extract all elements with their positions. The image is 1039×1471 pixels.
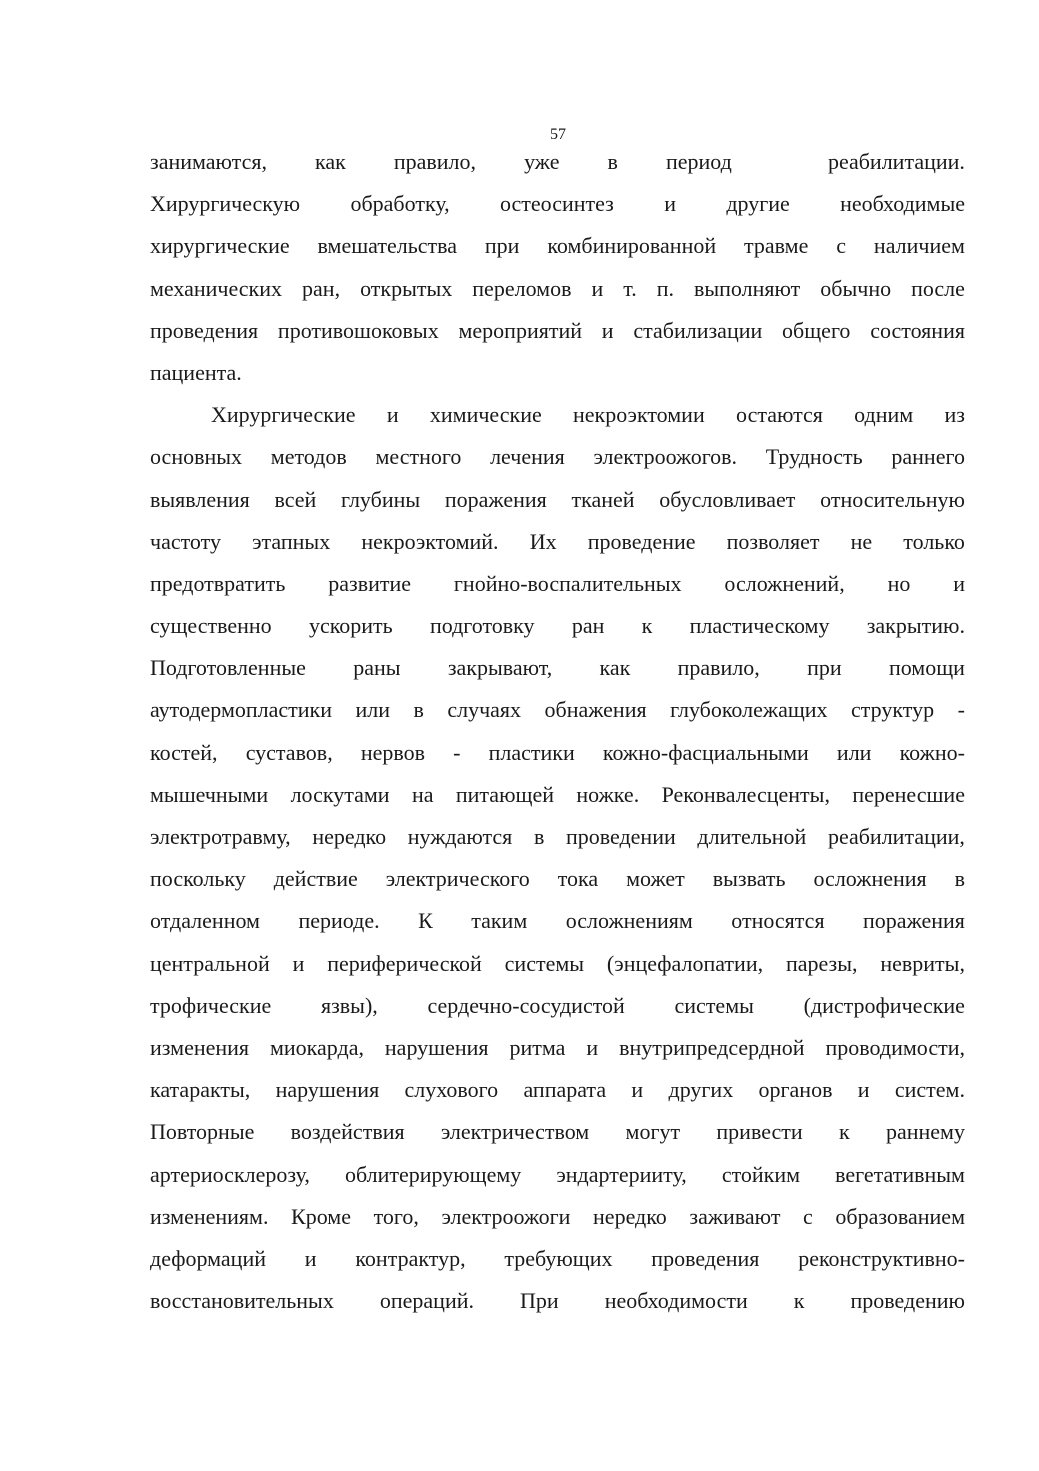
word: предотвратить [150,570,286,596]
word: язвы), [320,992,378,1018]
word: травме [744,233,809,259]
page-number: 57 [550,126,566,143]
word: отдаленном [150,908,260,934]
word: к [838,1119,850,1145]
word: электричеством [440,1119,590,1145]
word: ран, [302,275,341,301]
word: нуждаются [407,824,513,849]
word: поражения [444,486,547,512]
word: основных [150,444,243,470]
word: (энцефалопатии, [606,950,764,976]
text-line [150,479,965,521]
text-line [150,1238,965,1280]
word: изменениям. [150,1203,269,1229]
word: и [292,950,305,976]
text-line [150,225,965,267]
word: химические [429,402,542,428]
word: одним [854,402,914,428]
word: вызвать [712,866,786,892]
word: Трудность [765,444,863,470]
text-line [150,436,965,478]
word: вегетативным [835,1161,965,1187]
word: органов [758,1077,833,1103]
text-line [150,521,965,563]
word: к [793,1288,805,1314]
document-body [150,141,965,1322]
word: при [484,233,520,259]
word: восстановительных [150,1288,334,1314]
word: раннему [885,1119,965,1145]
word: других [668,1077,734,1103]
text-line [150,647,965,689]
text-line [150,900,965,942]
word: вмешательства [317,233,458,259]
word: случаях [447,697,522,723]
word: лечения [490,444,565,470]
word: с [803,1203,813,1229]
word: Реконвалесценты, [661,781,830,807]
word: проведения [150,317,259,343]
word: обнажения [544,697,647,723]
word: эндартерииту, [556,1161,687,1187]
word: пластическому [689,613,830,639]
word: в [954,866,965,892]
word: период [665,149,732,174]
text-line [150,732,965,774]
text-line [150,183,965,225]
word: помощи [888,655,965,681]
text-line [150,268,965,310]
word: относятся [731,908,825,934]
word: и [586,1034,599,1060]
word: наличием [873,233,965,259]
word: структур [851,697,935,723]
word: требующих [504,1245,613,1271]
word: другие [726,191,790,217]
word: проведение [587,528,696,554]
word: электроожоги [441,1203,571,1229]
word: закрывают, [447,655,553,681]
word: существенно [150,613,272,639]
word: центральной [150,950,270,976]
word: того, [373,1203,419,1229]
word: электротравму, [150,824,291,849]
word: общего [782,317,851,343]
word: только [903,528,965,554]
word: изменения [150,1034,250,1060]
word: пластики [488,739,575,765]
word: периоде. [298,908,380,934]
text-line [150,689,965,731]
word: обычно [820,275,892,301]
word: относительную [820,486,965,512]
text-line [150,774,965,816]
word: глубины [341,486,421,512]
word: хирургические [150,233,290,259]
word: открытых [360,275,453,301]
text-line [150,352,965,394]
text-line [150,605,965,647]
word: и [953,570,965,596]
word: и [631,1077,644,1103]
word: действие [273,866,358,892]
word: правило, [677,655,760,681]
word: катаракты, [150,1077,251,1103]
word: в [607,149,618,174]
word: нервов [360,739,426,765]
word: глубоколежащих [670,697,828,723]
word: - [957,697,965,723]
word: раннего [891,444,965,470]
word: на [411,781,434,807]
word: сердечно-сосудистой [427,992,625,1018]
word: или [836,739,872,765]
text-line [150,985,965,1027]
word: - [453,739,461,765]
word: перенесшие [852,781,965,807]
word: проводимости, [825,1034,965,1060]
word: нередко [593,1203,667,1229]
word: при [807,655,842,681]
word: привести [716,1119,803,1145]
word: или [355,697,391,723]
word: реабилитации, [827,824,965,849]
word: и [386,402,399,428]
text-line [150,310,965,352]
word: питающей [455,781,554,807]
word: противошоковых [277,317,439,343]
word: миокарда, [269,1034,364,1060]
word: К [418,908,433,934]
word: стабилизации [633,317,763,343]
text-line [150,943,965,985]
word: ножке. [576,781,640,807]
word: операций. [379,1288,474,1314]
word: обусловливает [659,486,796,512]
text-line [150,1196,965,1238]
word: периферической [327,950,482,976]
word: Их [529,528,557,554]
text-line [150,1111,965,1153]
word: нередко [312,824,387,849]
word: обработку, [350,191,450,217]
word: и [664,191,676,217]
word: контрактур, [355,1245,466,1271]
text-line [150,1069,965,1111]
word: электрического [385,866,530,892]
paragraph [150,141,965,394]
word: некроэктомии [573,402,705,428]
word: п. [656,275,674,301]
word: остаются [736,402,823,428]
word: невриты, [880,950,965,976]
word: (дистрофические [803,992,965,1018]
word: Подготовленные [150,655,306,681]
word: деформаций [150,1245,267,1271]
word: как [599,655,631,681]
word: При [520,1288,559,1314]
word: всей [274,486,317,512]
word: методов [270,444,347,470]
word: Хирургическую [150,191,301,217]
word: частоту [150,528,221,554]
word: слухового [404,1077,499,1103]
word: мероприятий [458,317,583,343]
word: может [626,866,685,892]
word: ран [571,613,605,639]
word: парезы, [785,950,858,976]
word: костей, [150,739,218,765]
word: местного [375,444,462,470]
word: этапных [252,528,331,554]
word: но [887,570,911,596]
word: ритма [509,1034,566,1060]
word: комбинированной [547,233,717,259]
word: и [591,275,604,301]
word: Кроме [291,1203,351,1229]
word: могут [625,1119,681,1145]
word: образованием [835,1203,965,1229]
word: пациента. [150,359,242,385]
word: осложнения [813,866,927,892]
word: т. [623,275,637,301]
word: системы [674,992,754,1018]
word: гнойно-воспалительных [453,570,682,596]
word: суставов, [245,739,333,765]
word: нарушения [384,1034,489,1060]
word: электроожогов. [593,444,738,470]
word: с [836,233,847,259]
word: облитерирующему [344,1161,522,1187]
word: позволяет [726,528,820,554]
word: необходимые [840,191,965,217]
word: в [533,824,545,849]
word: выявления [150,486,250,512]
text-line [150,1154,965,1196]
text-line [150,141,965,183]
word: уже [524,149,560,174]
word: в [413,697,424,723]
word: не [850,528,873,554]
text-line [150,1027,965,1069]
word: ускорить [308,613,393,639]
word: и [857,1077,870,1103]
word: реабилитации. [827,149,965,174]
word: тока [557,866,599,892]
paragraph [150,394,965,1322]
word: проведении [565,824,676,849]
word: и [601,317,614,343]
text-line [150,858,965,900]
word: остеосинтез [499,191,614,217]
word: трофические [150,992,272,1018]
word: как [315,149,346,174]
word: систем. [894,1077,965,1103]
word: аппарата [523,1077,607,1103]
word: длительной [697,824,807,849]
word: артериосклерозу, [150,1161,310,1187]
word: поскольку [150,866,246,892]
word: проведения [651,1245,760,1271]
word: к [641,613,653,639]
word: раны [353,655,401,681]
word: Повторные [150,1119,255,1145]
word: заживают [689,1203,781,1229]
word: кожно-фасциальными [602,739,809,765]
text-line [150,394,965,436]
text-line [150,816,965,858]
word: осложнений, [724,570,845,596]
word: занимаются, [150,149,267,174]
word: мышечными [150,781,269,807]
word: развитие [328,570,412,596]
word: переломов [472,275,572,301]
word: поражения [863,908,965,934]
word: аутодермопластики [150,697,333,723]
word: правило, [393,149,477,174]
word: и [304,1245,317,1271]
word: состояния [870,317,965,343]
word: механических [150,275,283,301]
word: нарушения [275,1077,380,1103]
word: после [911,275,965,301]
text-line [150,563,965,605]
word: осложнениям [565,908,693,934]
word: некроэктомий. [361,528,499,554]
text-line [150,1280,965,1322]
word: закрытию. [866,613,965,639]
word: внутрипредсердной [619,1034,805,1060]
word: воздействия [290,1119,405,1145]
word: кожно- [899,739,965,765]
word: таким [471,908,528,934]
word: проведению [850,1288,965,1314]
word: необходимости [604,1288,748,1314]
word: выполняют [693,275,801,301]
word: системы [504,950,585,976]
word: стойким [721,1161,801,1187]
word: тканей [571,486,635,512]
word: из [944,402,965,428]
word: реконструктивно- [798,1245,965,1271]
word: Хирургические [211,402,356,428]
word: подготовку [429,613,535,639]
word: лоскутами [290,781,390,807]
